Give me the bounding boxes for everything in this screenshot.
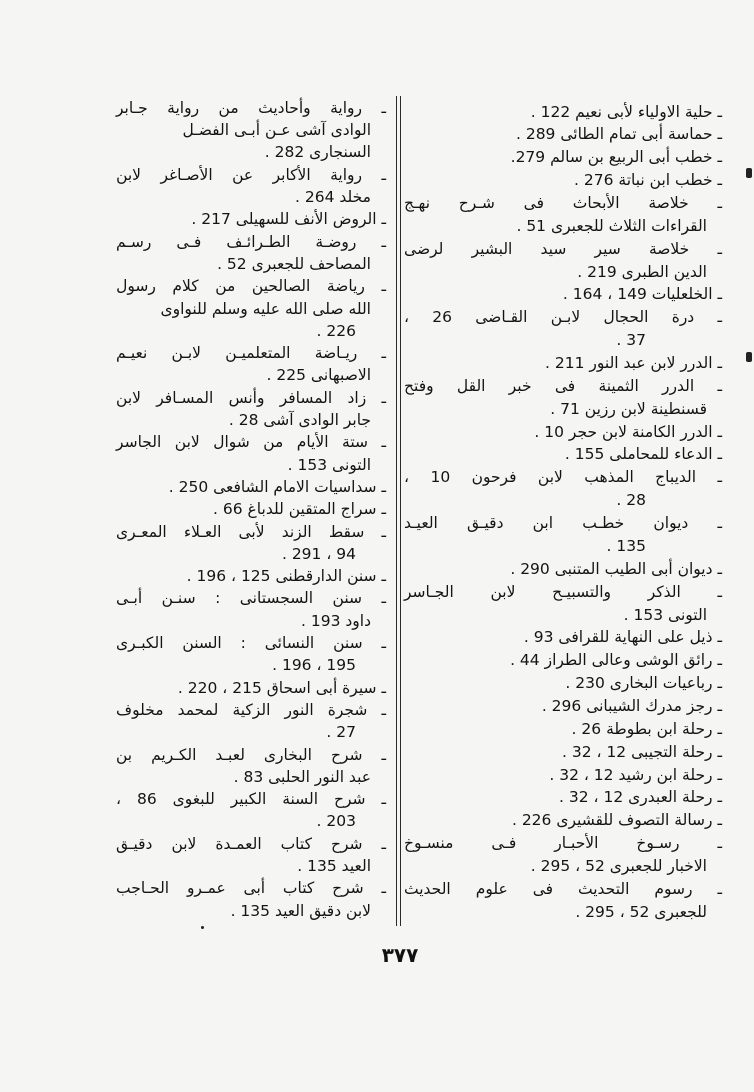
left-column (116, 97, 386, 922)
word: القـاضى (475, 308, 528, 327)
word: ـ (381, 388, 386, 407)
word: الجاسر (116, 433, 162, 452)
entry-continuation-line: 195 ، 196 . (272, 656, 356, 675)
index-entry (116, 498, 386, 520)
index-entry (116, 788, 386, 833)
word: الزكية (232, 700, 271, 719)
word: المسافر (279, 388, 333, 407)
word: دقيـق (467, 514, 504, 533)
word: الأيام (296, 433, 329, 452)
word: الأحبـار (554, 834, 599, 853)
word: ابن (532, 514, 554, 533)
column-divider (396, 96, 397, 926)
index-entry (404, 443, 722, 466)
index-entry (116, 587, 386, 632)
entry-heading-line (116, 164, 386, 186)
word: الجـاسر (404, 582, 454, 601)
word: لابن (116, 388, 141, 407)
word: لابـن (171, 344, 202, 363)
entry-heading-line: ـ رباعيات البخارى 230 . (565, 674, 722, 693)
word: لرضى (404, 239, 444, 258)
word: ـ (717, 468, 722, 487)
word: 26 (432, 308, 453, 327)
word: نعيـم (116, 344, 148, 363)
entry-heading-line (404, 832, 722, 855)
word: رسول (116, 277, 156, 296)
entry-continuation-line: السنجارى 282 . (264, 143, 371, 162)
index-entry (116, 97, 386, 164)
index-entry (116, 677, 386, 699)
word: كلام (172, 277, 199, 296)
entry-heading-line (116, 97, 386, 119)
word: لابن (537, 468, 563, 487)
word: ـ (717, 582, 722, 601)
entry-heading-line: ـ سنن الدارقطنى 125 ، 196 . (186, 567, 386, 586)
entry-continuation-line: الوادى آشى عـن أبـى الفضـل (182, 121, 371, 140)
word: ـ (381, 433, 386, 452)
entry-continuation-line: الاصبهانى 225 . (266, 366, 371, 385)
word: رواية (330, 98, 362, 117)
word: الدرر (662, 376, 695, 395)
word: ستة (342, 433, 368, 452)
word: القل (456, 376, 486, 395)
index-entry (404, 306, 722, 352)
index-entry (116, 275, 386, 342)
word: فى (532, 879, 554, 898)
word: الثمينة (598, 376, 639, 395)
index-entry (116, 877, 386, 922)
word: دقيـق (116, 834, 153, 853)
index-entry (404, 626, 722, 649)
entry-heading-line: ـ الخلعليات 149 ، 164 . (562, 285, 722, 304)
word: المذهب (584, 468, 634, 487)
entry-continuation-line: 37 . (616, 331, 646, 350)
scan-mark (746, 168, 752, 178)
entry-heading-line (404, 581, 722, 604)
index-entry (404, 283, 722, 306)
word: من (218, 98, 239, 117)
entry-continuation-line: 28 . (616, 491, 646, 510)
index-entry (404, 878, 722, 924)
entry-heading-line: ـ رسالة التصوف للقشيرى 226 . (511, 811, 722, 830)
entry-continuation-line: مخلد 264 . (295, 188, 371, 207)
word: لأبى (238, 522, 265, 541)
index-entry (404, 649, 722, 672)
word: رواية (330, 165, 363, 184)
entry-continuation-line: 203 . (316, 812, 356, 831)
entry-heading-line (116, 744, 386, 766)
word: لابن (490, 582, 516, 601)
word: الكبـرى (116, 634, 164, 653)
word: : (240, 634, 246, 653)
word: ـ (381, 700, 386, 719)
index-entry (404, 375, 722, 421)
index-entry (404, 238, 722, 284)
word: ، (404, 308, 410, 327)
entry-heading-line: ـ رحلة العبدرى 12 ، 32 . (559, 788, 722, 807)
word: شـرح (458, 194, 495, 213)
word: خلاصة (648, 239, 690, 258)
entry-heading-line (116, 275, 386, 297)
entry-heading-line: ـ ذيل على النهاية للقرافى 93 . (523, 628, 722, 647)
entry-heading-line (404, 192, 722, 215)
word: الطـرائـف (226, 232, 291, 251)
entry-continuation-line: لابن دقيق العيد 135 . (230, 901, 371, 920)
entry-continuation-line: 226 . (316, 321, 356, 340)
index-entry (116, 699, 386, 744)
index-entry (116, 521, 386, 566)
entry-heading-line (116, 521, 386, 543)
entry-heading-line: ـ ديوان أبى الطيب المتنبى 290 . (510, 559, 722, 578)
word: ـ (717, 834, 722, 853)
entry-heading-line: ـ رجز مدرك الشيبانى 296 . (541, 696, 722, 715)
word: الصالحين (251, 277, 311, 296)
word: العمـدة (215, 834, 262, 853)
entry-heading-line (404, 878, 722, 901)
word: فـى (491, 834, 517, 853)
word: المعـرى (116, 522, 167, 541)
word: ـ (717, 239, 722, 258)
word: الأبحاث (572, 194, 620, 213)
word: 10 (430, 468, 451, 487)
word: الحديث (404, 879, 451, 898)
word: درة (671, 308, 695, 327)
word: السجستانى (239, 589, 314, 608)
word: وفتح (404, 376, 434, 395)
word: روضـة (315, 232, 357, 251)
entry-heading-line (404, 512, 722, 535)
entry-continuation-line: 94 ، 291 . (281, 544, 356, 563)
word: للبغوى (172, 790, 215, 809)
word: ـ (381, 634, 386, 653)
index-entry (404, 581, 722, 627)
word: سير (594, 239, 621, 258)
index-entry (404, 123, 722, 146)
word: خبر (508, 376, 532, 395)
entry-heading-line: ـ الدعاء للمحاملى 155 . (564, 445, 722, 464)
entry-continuation-line: المصاحف للجعبرى 52 . (217, 254, 371, 273)
word: ـ (717, 514, 722, 533)
entry-continuation-line: العيد 135 . (297, 856, 371, 875)
word: كتاب (280, 834, 312, 853)
word: ديوان (653, 514, 689, 533)
index-entry (116, 476, 386, 498)
index-entry (116, 164, 386, 209)
word: لابـن (550, 308, 581, 327)
word: التحديث (578, 879, 630, 898)
word: كتاب (282, 879, 315, 898)
right-column (404, 101, 722, 924)
word: منسـوخ (404, 834, 454, 853)
entry-heading-line (404, 306, 722, 329)
word: لعبـد (215, 745, 245, 764)
word: العيـد (404, 514, 438, 533)
index-entry (404, 764, 722, 787)
word: بن (116, 745, 133, 764)
word: سنن (333, 634, 363, 653)
index-entry (404, 146, 722, 169)
index-entry (404, 101, 722, 124)
word: ، (404, 468, 410, 487)
entry-heading-line (116, 431, 386, 453)
word: ـ (381, 277, 386, 296)
word: أبى (243, 879, 266, 898)
entry-heading-line (404, 375, 722, 398)
word: لابن (116, 165, 142, 184)
word: رواية (167, 98, 200, 117)
entry-continuation-line: التونى 153 . (623, 605, 707, 624)
entry-heading-line: ـ حماسة أبى تمام الطائى 289 . (515, 125, 722, 144)
entry-heading-line: ـ رحلة التجيبى 12 ، 32 . (561, 742, 722, 761)
scan-mark (746, 352, 752, 362)
word: 86 (136, 790, 157, 809)
scan-mark (201, 926, 204, 929)
index-entry (116, 744, 386, 789)
word: شجرة (327, 700, 368, 719)
word: شرح (332, 879, 364, 898)
word: نهـج (404, 194, 431, 213)
entry-heading-line: ـ سداسيات الامام الشافعى 250 . (168, 477, 386, 496)
word: الحـاجب (116, 879, 170, 898)
entry-heading-line (116, 877, 386, 899)
word: فى (554, 376, 576, 395)
entry-heading-line (116, 587, 386, 609)
entry-heading-line: ـ حلية الاولياء لأبى نعيم 122 . (530, 102, 722, 121)
word: الديباج (655, 468, 697, 487)
word: الأكابر (272, 165, 311, 184)
entry-heading-line: ـ رائق الوشى وعالى الطراز 44 . (510, 651, 722, 670)
index-entry (116, 342, 386, 387)
word: ـ (381, 522, 386, 541)
word: شوال (213, 433, 250, 452)
word: وأنس (228, 388, 265, 407)
index-entry (404, 832, 722, 878)
word: ـ (381, 98, 386, 117)
entry-heading-line (116, 699, 386, 721)
entry-heading-line (404, 466, 722, 489)
word: من (215, 277, 236, 296)
index-entry (116, 431, 386, 476)
word: النور (284, 700, 314, 719)
word: المتعلميـن (225, 344, 291, 363)
word: علوم (475, 879, 508, 898)
word: ـ (381, 165, 386, 184)
word: وأحاديث (258, 98, 311, 117)
word: ـ (717, 308, 722, 327)
word: لابن (171, 834, 197, 853)
word: ـ (717, 376, 722, 395)
index-entry (116, 565, 386, 587)
word: المسـافر (156, 388, 214, 407)
index-entry (116, 387, 386, 432)
word: ـ (381, 745, 386, 764)
word: عمـرو (186, 879, 226, 898)
entry-heading-line: ـ رحلة ابن بطوطة 26 . (571, 719, 722, 738)
word: رياضة (326, 277, 365, 296)
index-entry (404, 672, 722, 695)
word: ـ (717, 879, 722, 898)
entry-continuation-line: الله صلى الله عليه وسلم للنواوى (160, 299, 371, 318)
entry-continuation-line: 27 . (326, 723, 356, 742)
entry-continuation-line: التونى 153 . (287, 455, 371, 474)
word: البشير (471, 239, 513, 258)
index-entry (404, 786, 722, 809)
index-entry (116, 208, 386, 230)
word: خطـب (582, 514, 625, 533)
entry-continuation-line: داود 193 . (301, 611, 371, 630)
word: الذكر (647, 582, 681, 601)
index-entry (404, 352, 722, 375)
column-divider (400, 96, 401, 926)
index-entry (116, 632, 386, 677)
word: لابن (174, 433, 200, 452)
word: ريـاضة (314, 344, 358, 363)
entry-continuation-line: للجعبرى 52 ، 295 . (575, 902, 707, 921)
word: العـلاء (183, 522, 222, 541)
entry-heading-line: ـ خطب ابن نباتة 276 . (574, 171, 722, 190)
entry-heading-line (116, 833, 386, 855)
index-entry (404, 718, 722, 741)
index-entry (404, 695, 722, 718)
entry-continuation-line: الاخبار للجعبرى 52 ، 295 . (530, 856, 707, 875)
word: ـ (381, 879, 386, 898)
entry-continuation-line: القراءات الثلاث للجعبرى 51 . (516, 216, 707, 235)
word: الكـريم (151, 745, 197, 764)
word: البخارى (263, 745, 312, 764)
word: ـ (381, 589, 386, 608)
word: : (215, 589, 221, 608)
word: الأصـاغر (160, 165, 213, 184)
entry-heading-line (116, 632, 386, 654)
index-entry (404, 512, 722, 558)
entry-continuation-line: 135 . (606, 536, 646, 555)
entry-heading-line (116, 231, 386, 253)
index-entry (404, 466, 722, 512)
word: شرح (333, 790, 366, 809)
word: من (263, 433, 284, 452)
word: ـ (381, 344, 386, 363)
word: مخلوف (116, 700, 164, 719)
word: سقط (328, 522, 365, 541)
index-entry (404, 169, 722, 192)
entry-heading-line: ـ رحلة ابن رشيد 12 ، 32 . (549, 765, 722, 784)
entry-heading-line (116, 342, 386, 364)
word: السنن (182, 634, 222, 653)
index-entry (116, 833, 386, 878)
word: ، (116, 790, 122, 809)
entry-continuation-line: عبد النور الحلبى 83 . (233, 767, 371, 786)
word: سنـن (161, 589, 196, 608)
word: سنن (332, 589, 362, 608)
word: شرح (330, 745, 363, 764)
entry-heading-line: ـ خطب أبى الربيع بن سالم 279. (510, 148, 722, 167)
word: زاد (347, 388, 367, 407)
word: فى (523, 194, 545, 213)
word: الحجال (603, 308, 649, 327)
entry-heading-line (116, 788, 386, 810)
word: شرح (330, 834, 363, 853)
word: عن (232, 165, 254, 184)
word: ـ (381, 232, 386, 251)
index-entry (116, 231, 386, 276)
word: الزند (281, 522, 312, 541)
entry-heading-line: ـ الروض الأنف للسهيلى 217 . (191, 210, 386, 229)
word: سيد (540, 239, 567, 258)
word: لمحمد (177, 700, 219, 719)
word: رسـوخ (636, 834, 680, 853)
word: ـ (381, 834, 386, 853)
word: فـى (176, 232, 202, 251)
page-number: ٣٧٧ (381, 943, 419, 967)
entry-heading-line: ـ سراج المتقين للدباغ 66 . (213, 500, 386, 519)
word: النسائى (264, 634, 315, 653)
entry-continuation-line: الدين الطبرى 219 . (577, 262, 707, 281)
entry-heading-line (404, 238, 722, 261)
index-entry (404, 741, 722, 764)
entry-heading-line: ـ سيرة أبى اسحاق 215 ، 220 . (177, 678, 386, 697)
word: رسـم (116, 232, 152, 251)
index-entry (404, 558, 722, 581)
entry-heading-line: ـ الدرر الكامنة لابن حجر 10 . (534, 422, 722, 441)
entry-heading-line (116, 387, 386, 409)
word: جـابر (116, 98, 148, 117)
word: ـ (717, 194, 722, 213)
entry-continuation-line: جابر الوادى آشى 28 . (228, 411, 371, 430)
word: رسوم (654, 879, 693, 898)
word: أبـى (116, 589, 143, 608)
word: الكبير (230, 790, 267, 809)
entry-heading-line: ـ الدرر لابن عبد النور 211 . (545, 354, 722, 373)
index-entry (404, 192, 722, 238)
index-entry (404, 809, 722, 832)
word: ـ (381, 790, 386, 809)
entry-continuation-line: قسنطينة لابن رزين 71 . (550, 399, 707, 418)
word: فرحون (471, 468, 517, 487)
word: خلاصة (648, 194, 689, 213)
index-entry (404, 421, 722, 444)
word: السنة (282, 790, 319, 809)
word: والتسبيـح (552, 582, 612, 601)
